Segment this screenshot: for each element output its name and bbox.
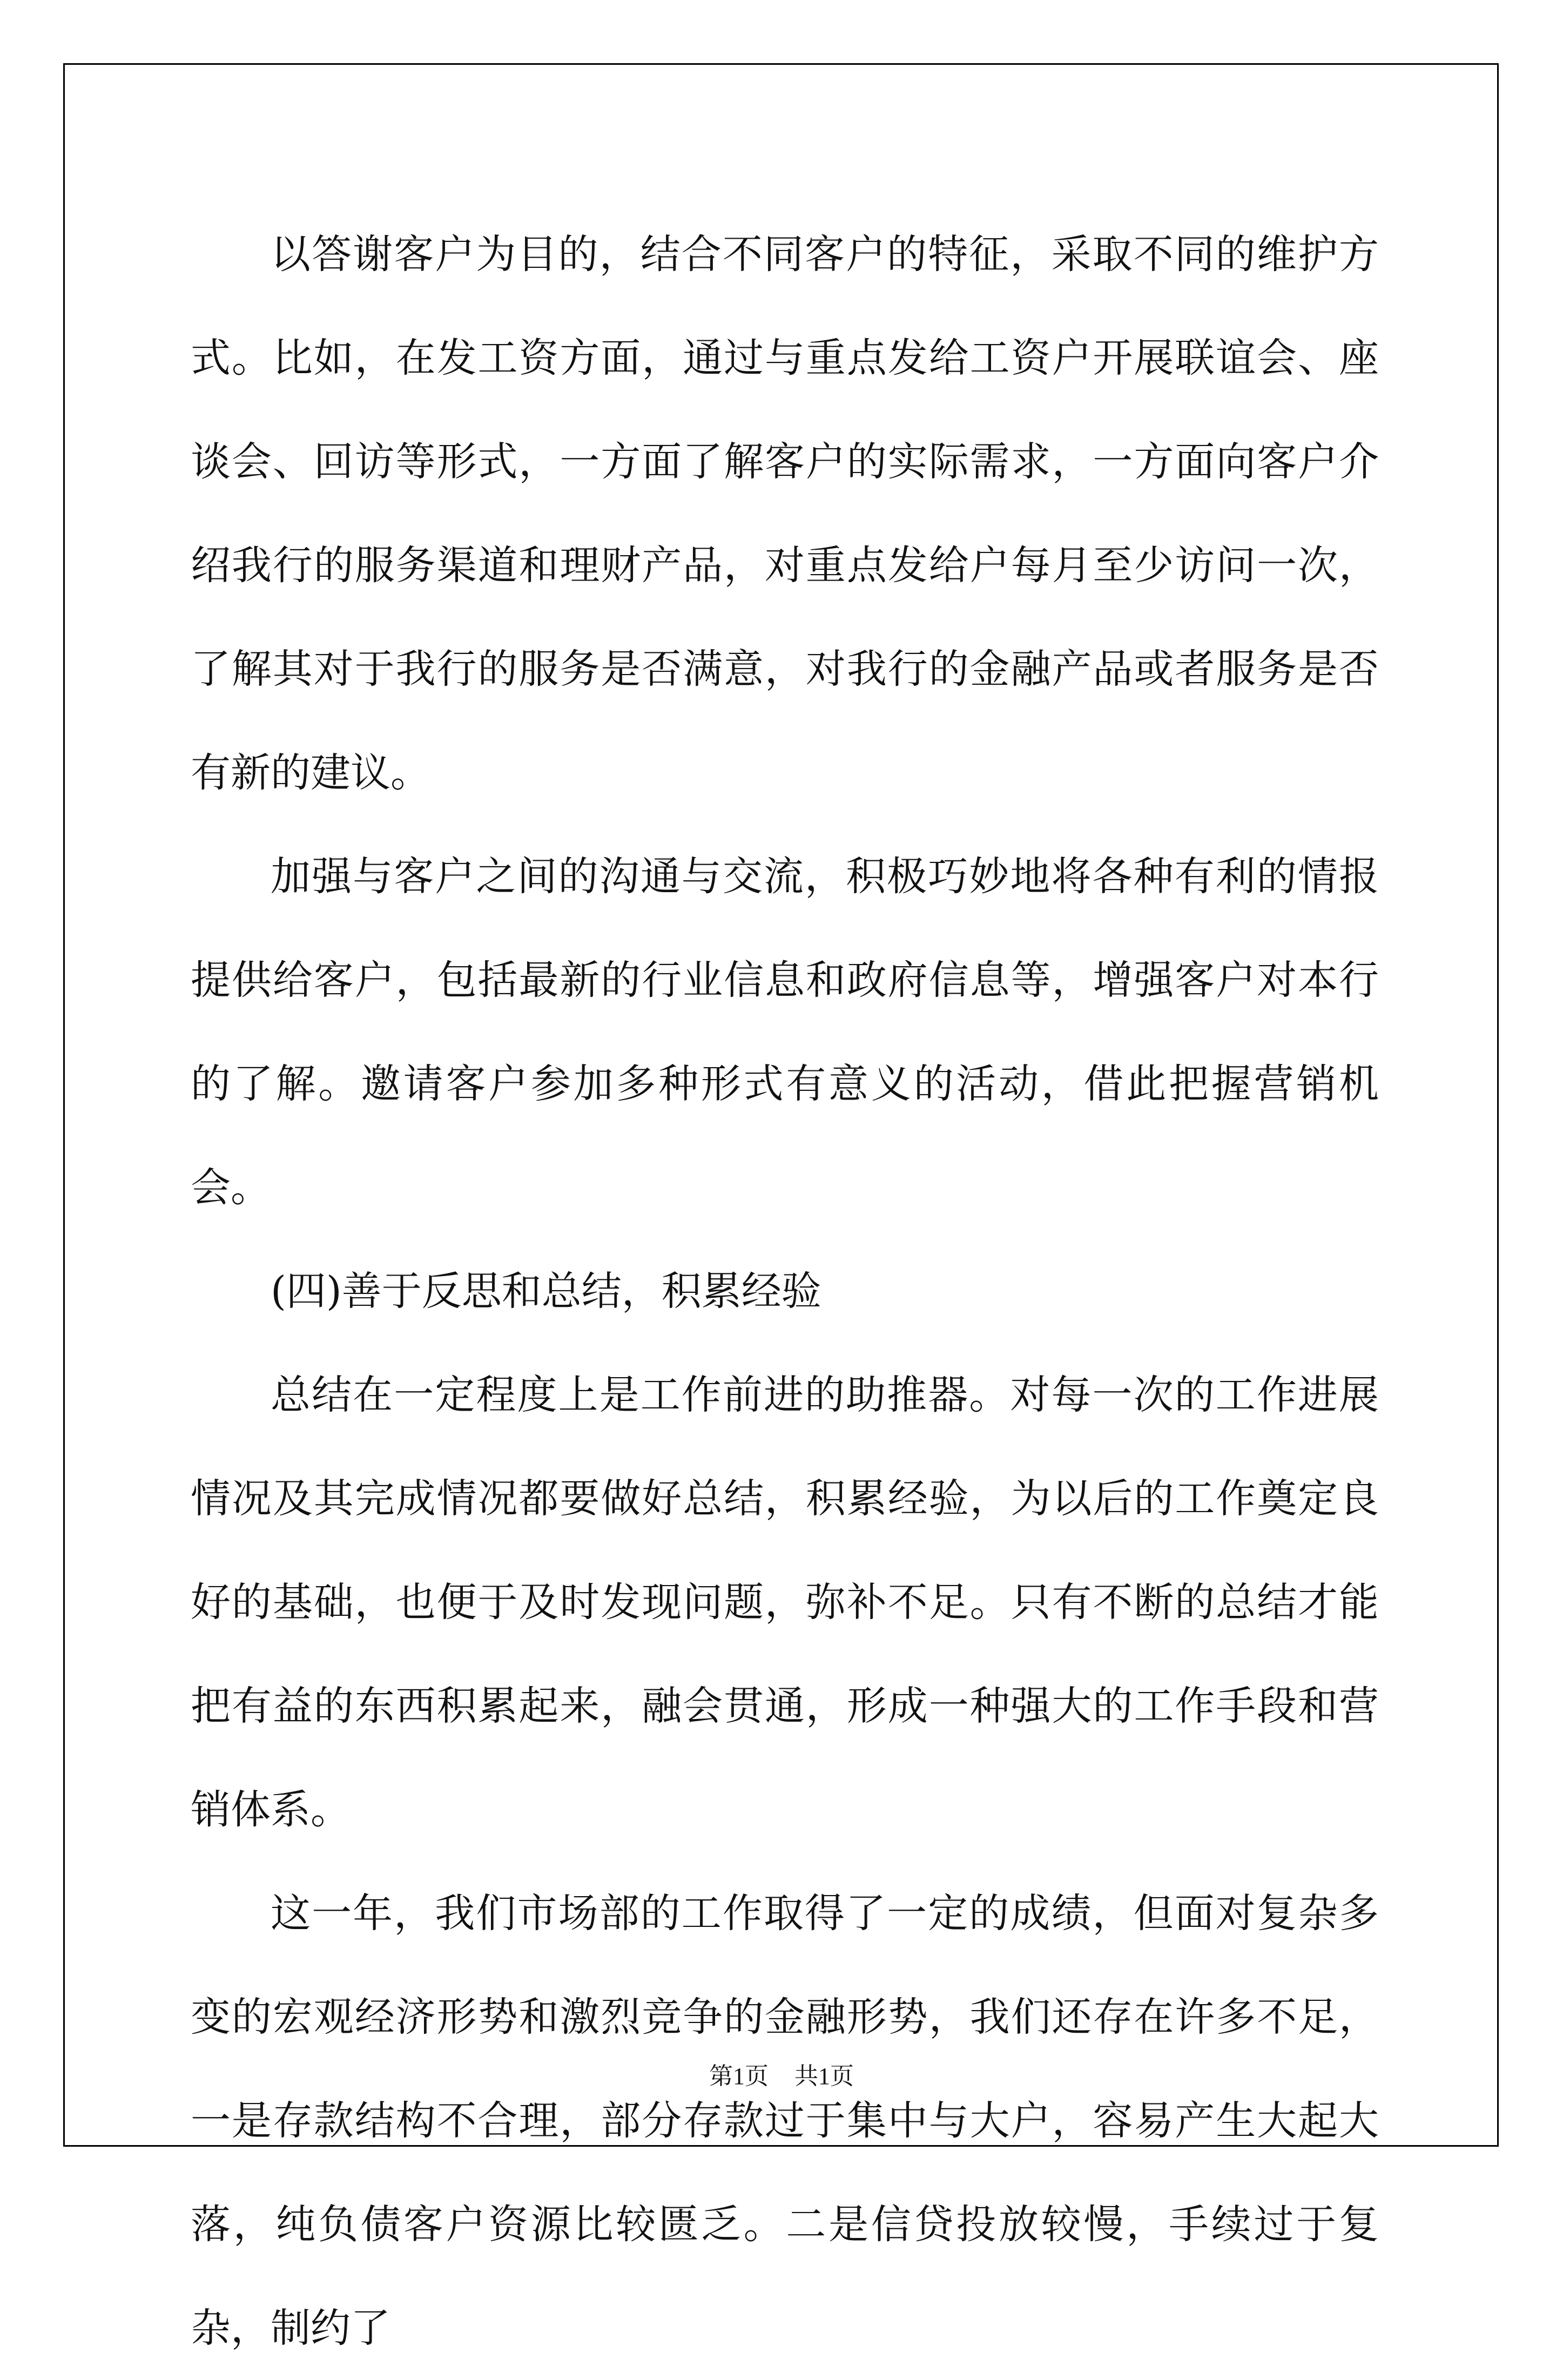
paragraph: 以答谢客户为目的，结合不同客户的特征，采取不同的维护方式。比如，在发工资方面，通过与重点发给工资户开展联谊会、座谈会、回访等形式，一方面了解客户的实际需求，一方面向客户介绍我行的服务渠道和理财产品，对重点发给户每月至少访问一次，了解其对于我行的服务是否满意，对我行的金融产品或者服务是否有新的建议。 — [191, 231, 1379, 796]
document-body — [191, 203, 1379, 2380]
page-total: 共1页 — [794, 2063, 854, 2089]
section-heading: (四)善于反思和总结，积累经验 — [271, 1268, 821, 1314]
page-number: 第1页 — [709, 2063, 769, 2089]
paragraph: 加强与客户之间的沟通与交流，积极巧妙地将各种有利的情报提供给客户，包括最新的行业信息和政府信息等，增强客户对本行的了解。邀请客户参加多种形式有意义的活动，借此把握营销机会。 — [191, 853, 1379, 1211]
paragraph: 这一年，我们市场部的工作取得了一定的成绩，但面对复杂多变的宏观经济形势和激烈竞争的金融形势，我们还存在许多不足，一是存款结构不合理，部分存款过于集中与大户，容易产生大起大落，纯负债客户资源比较匮乏。二是信贷投放较慢，手续过于复杂，制约了 — [191, 1890, 1379, 2351]
page-footer — [0, 2057, 1563, 2091]
paragraph: 总结在一定程度上是工作前进的助推器。对每一次的工作进展情况及其完成情况都要做好总结，积累经验，为以后的工作奠定良好的基础，也便于及时发现问题，弥补不足。只有不断的总结才能把有益的东西积累起来，融会贯通，形成一种强大的工作手段和营销体系。 — [191, 1372, 1379, 1833]
